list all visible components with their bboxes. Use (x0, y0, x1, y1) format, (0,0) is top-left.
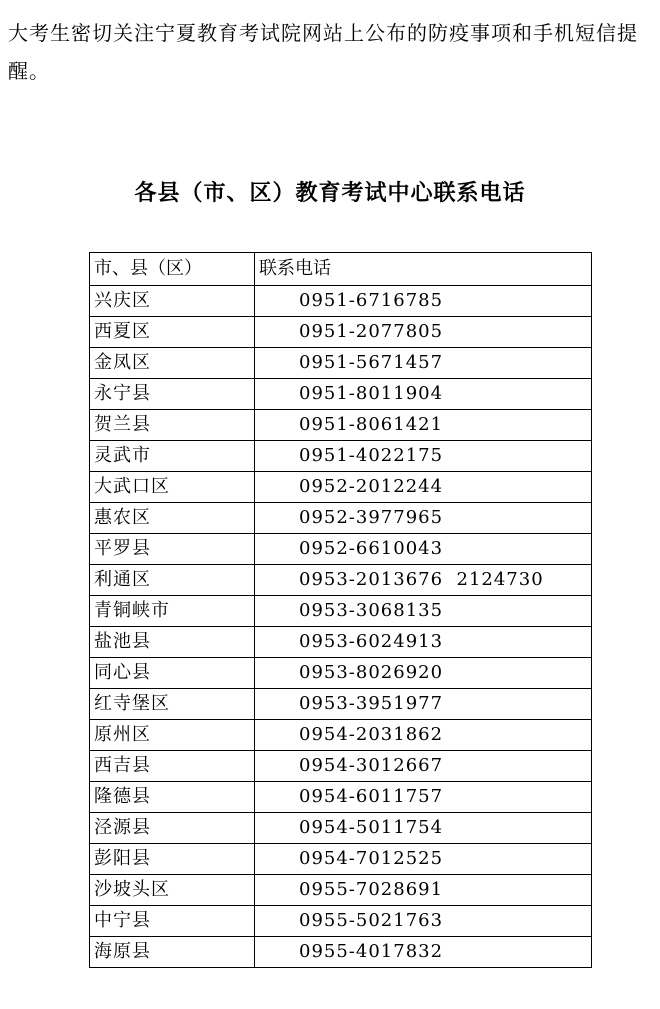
district-cell: 红寺堡区 (90, 689, 255, 720)
phone-cell: 0953-6024913 (255, 627, 592, 658)
table-title: 各县（市、区）教育考试中心联系电话 (134, 181, 526, 206)
table-row (90, 751, 592, 782)
district-cell: 隆德县 (90, 782, 255, 813)
table-row (90, 875, 592, 906)
phone-cell: 0951-8011904 (255, 379, 592, 410)
contacts-table (89, 252, 592, 968)
phone-cell: 0951-4022175 (255, 441, 592, 472)
district-cell: 平罗县 (90, 534, 255, 565)
column-header-phone: 联系电话 (255, 253, 592, 286)
district-cell: 惠农区 (90, 503, 255, 534)
district-cell: 灵武市 (90, 441, 255, 472)
table-row (90, 286, 592, 317)
phone-cell: 0954-2031862 (255, 720, 592, 751)
phone-cell: 0953-3068135 (255, 596, 592, 627)
phone-cell: 0953-8026920 (255, 658, 592, 689)
table-row (90, 317, 592, 348)
phone-cell: 0952-6610043 (255, 534, 592, 565)
district-cell: 贺兰县 (90, 410, 255, 441)
column-header-district: 市、县（区） (90, 253, 255, 286)
district-cell: 盐池县 (90, 627, 255, 658)
table-row (90, 844, 592, 875)
district-cell: 兴庆区 (90, 286, 255, 317)
district-cell: 彭阳县 (90, 844, 255, 875)
table-row (90, 782, 592, 813)
phone-cell: 0954-7012525 (255, 844, 592, 875)
table-row (90, 937, 592, 968)
phone-cell: 0951-6716785 (255, 286, 592, 317)
table-row (90, 720, 592, 751)
district-cell: 利通区 (90, 565, 255, 596)
table-row (90, 410, 592, 441)
phone-cell: 0955-4017832 (255, 937, 592, 968)
phone-cell: 0951-8061421 (255, 410, 592, 441)
phone-cell: 0955-7028691 (255, 875, 592, 906)
table-row (90, 348, 592, 379)
district-cell: 原州区 (90, 720, 255, 751)
table-body (90, 286, 592, 968)
table-header-row (90, 253, 592, 286)
table-row (90, 441, 592, 472)
table-row (90, 534, 592, 565)
table-row (90, 689, 592, 720)
phone-cell: 0954-6011757 (255, 782, 592, 813)
table-row (90, 596, 592, 627)
table-row (90, 379, 592, 410)
district-cell: 沙坡头区 (90, 875, 255, 906)
district-cell: 金凤区 (90, 348, 255, 379)
phone-cell: 0954-5011754 (255, 813, 592, 844)
table-row (90, 565, 592, 596)
table-row (90, 503, 592, 534)
phone-cell: 0955-5021763 (255, 906, 592, 937)
table-row (90, 472, 592, 503)
intro-paragraph: 大考生密切关注宁夏教育考试院网站上公布的防疫事项和手机短信提醒。 (8, 21, 638, 83)
phone-cell: 0951-5671457 (255, 348, 592, 379)
district-cell: 永宁县 (90, 379, 255, 410)
table-row (90, 813, 592, 844)
phone-cell: 0951-2077805 (255, 317, 592, 348)
table-row (90, 658, 592, 689)
phone-cell: 0953-3951977 (255, 689, 592, 720)
phone-cell: 0952-2012244 (255, 472, 592, 503)
phone-cell: 0953-2013676 2124730 (255, 565, 592, 596)
phone-cell: 0954-3012667 (255, 751, 592, 782)
phone-cell: 0952-3977965 (255, 503, 592, 534)
district-cell: 泾源县 (90, 813, 255, 844)
district-cell: 中宁县 (90, 906, 255, 937)
table-row (90, 906, 592, 937)
table-row (90, 627, 592, 658)
district-cell: 西夏区 (90, 317, 255, 348)
district-cell: 青铜峡市 (90, 596, 255, 627)
district-cell: 大武口区 (90, 472, 255, 503)
district-cell: 海原县 (90, 937, 255, 968)
district-cell: 西吉县 (90, 751, 255, 782)
district-cell: 同心县 (90, 658, 255, 689)
